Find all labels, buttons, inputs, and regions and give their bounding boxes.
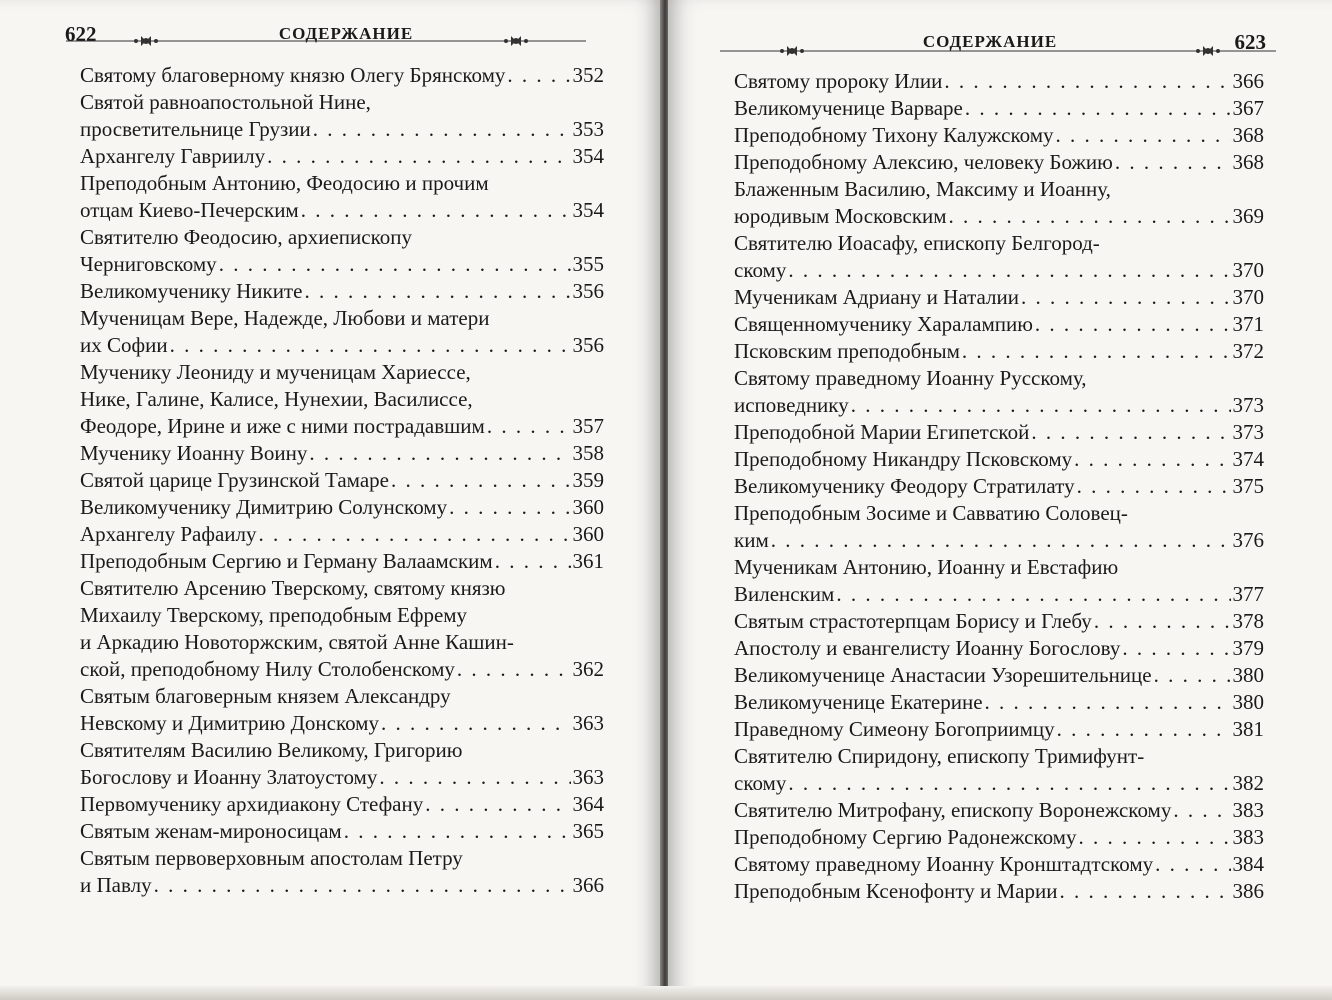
dot-leader [1173, 797, 1230, 824]
toc-entry-last-line [734, 446, 1264, 473]
ornament-rule-graphic [720, 44, 1276, 58]
toc-entry [734, 608, 1264, 635]
dot-leader [1122, 635, 1230, 662]
toc-entry-title-line: Святому пророку Илии [734, 69, 943, 93]
toc-entry-last-line [734, 95, 1264, 122]
toc-entry-page: 379 [1232, 636, 1264, 660]
toc-entry-title-line: Святителю Феодосию, архиепископу [80, 225, 412, 249]
toc-entry-page: 364 [572, 792, 604, 816]
toc-entry-page: 382 [1232, 771, 1264, 795]
toc-entry-title-line: Святым благоверным князем Александру [80, 684, 451, 708]
toc-entry-title-line: Богослову и Иоанну Златоустому [80, 765, 378, 789]
toc-entry-title-line: Праведному Симеону Богоприимцу [734, 717, 1055, 741]
toc-entry-page: 363 [572, 711, 604, 735]
toc-entry-title-line: скому [734, 258, 787, 282]
toc-entry [734, 662, 1264, 689]
toc-entry [734, 95, 1264, 122]
toc-entry-last-line [734, 635, 1264, 662]
toc-entry-title-line: их Софии [80, 333, 168, 357]
dot-leader [1155, 851, 1230, 878]
toc-entry-title-line: Апостолу и евангелисту Иоанну Богослову [734, 636, 1121, 660]
toc-entry-last-line [734, 122, 1264, 149]
toc-entry-page: 370 [1232, 285, 1264, 309]
toc-entry-title-line: Святой царице Грузинской Тамаре [80, 468, 389, 492]
toc-entry-page: 384 [1232, 852, 1264, 876]
toc-entry-page: 363 [572, 765, 604, 789]
toc-entry-title-line: Великомученице Варваре [734, 96, 963, 120]
dot-leader [425, 791, 570, 818]
toc-entry-title-line: Великомученику Димитрию Солунскому [80, 495, 448, 519]
toc-entry [80, 845, 604, 899]
toc-entry-page: 357 [572, 414, 604, 438]
toc-entry [734, 446, 1264, 473]
toc-entry [80, 575, 604, 683]
toc-entry-last-line [734, 716, 1264, 743]
toc-entry [734, 473, 1264, 500]
toc-entry-title-line: Виленским [734, 582, 835, 606]
toc-entry-title-line: Преподобной Марии Египетской [734, 420, 1030, 444]
dot-leader [1021, 284, 1231, 311]
dot-leader [154, 872, 571, 899]
dot-leader [1059, 878, 1230, 905]
toc-entry-last-line [734, 689, 1264, 716]
toc-entry-title-line: Святому благоверному князю Олегу Брянскому [80, 63, 506, 87]
dot-leader [258, 521, 570, 548]
right-page [668, 0, 1332, 1000]
toc-entry [80, 467, 604, 494]
toc-entry [734, 797, 1264, 824]
toc-entry [734, 824, 1264, 851]
toc-entry-last-line [80, 440, 604, 467]
toc-entry-title-line: Великомученице Анастасии Узорешительнице [734, 663, 1152, 687]
toc-entry-last-line [80, 197, 604, 224]
dot-leader [301, 197, 571, 224]
toc-entry [80, 359, 604, 440]
toc-entry-title-line: Священномученику Харалампию [734, 312, 1033, 336]
toc-entry-last-line [734, 68, 1264, 95]
toc-entry [80, 791, 604, 818]
dot-leader [1056, 122, 1231, 149]
toc-entry-title-line: и Павлу [80, 873, 152, 897]
toc-entry-title-line: Мученицам Вере, Надежде, Любови и матери [80, 306, 490, 330]
toc-entry [80, 89, 604, 143]
toc-entry-title-line: исповеднику [734, 393, 849, 417]
toc-entry-last-line [734, 770, 1264, 797]
toc-entry [80, 62, 604, 89]
dot-leader [313, 116, 571, 143]
dot-leader [507, 62, 570, 89]
toc-entry-page: 383 [1232, 798, 1264, 822]
dot-leader [449, 494, 570, 521]
toc-entry [80, 494, 604, 521]
toc-entry-last-line [734, 149, 1264, 176]
toc-entry-title-line: ской, преподобному Нилу Столобенскому [80, 657, 455, 681]
dot-leader [1077, 473, 1231, 500]
dot-leader [391, 467, 571, 494]
toc-entry-title-line: Святым женам-мироносицам [80, 819, 342, 843]
dot-leader [962, 338, 1231, 365]
toc-entry-title-line: Преподобным Антонию, Феодосию и прочим [80, 171, 489, 195]
dot-leader [379, 764, 570, 791]
toc-entry-page: 376 [1232, 528, 1264, 552]
toc-entry-title-line: Преподобным Зосиме и Савватию Соловец- [734, 501, 1128, 525]
toc-entry [734, 635, 1264, 662]
toc-entry-page: 370 [1232, 258, 1264, 282]
toc-entry [80, 548, 604, 575]
dot-leader [1154, 662, 1231, 689]
toc-entry-page: 380 [1232, 690, 1264, 714]
toc-entry [734, 554, 1264, 608]
toc-entry [80, 305, 604, 359]
toc-entry [734, 878, 1264, 905]
toc-entry-last-line [734, 338, 1264, 365]
toc-entry [80, 440, 604, 467]
toc-entry-last-line [734, 311, 1264, 338]
toc-list [80, 62, 604, 899]
toc-entry-last-line [80, 791, 604, 818]
toc-entry-title-line: Святителю Арсению Тверскому, святому князю [80, 576, 506, 600]
toc-entry-last-line [80, 116, 604, 143]
dot-leader [1074, 446, 1230, 473]
dot-leader [836, 581, 1230, 608]
toc-entry-last-line [80, 278, 604, 305]
toc-entry-page: 368 [1232, 150, 1264, 174]
toc-entry-title-line: отцам Киево-Печерским [80, 198, 299, 222]
toc-entry-title-line: Псковским преподобным [734, 339, 960, 363]
ornament-rule [720, 44, 1276, 58]
toc-entry [80, 737, 604, 791]
toc-entry-last-line [734, 851, 1264, 878]
toc-entry-last-line [734, 608, 1264, 635]
dot-leader [1094, 608, 1231, 635]
toc-entry-title-line: Архангелу Гавриилу [80, 144, 266, 168]
toc-entry-page: 368 [1232, 123, 1264, 147]
toc-entry-title-line: и Аркадию Новоторжским, святой Анне Кашин- [80, 630, 514, 654]
dot-leader [965, 95, 1231, 122]
toc-entry-page: 372 [1232, 339, 1264, 363]
toc-entry-title-line: Мученику Леониду и мученицам Хариессе, [80, 360, 471, 384]
toc-entry-title-line: Михаилу Тверскому, преподобным Ефрему [80, 603, 468, 627]
toc-entry-page: 371 [1232, 312, 1264, 336]
dot-leader [1078, 824, 1230, 851]
toc-entry-title-line: Святителю Спиридону, епископу Тримифунт- [734, 744, 1145, 768]
toc-entry-last-line [734, 257, 1264, 284]
toc-entry-last-line [734, 878, 1264, 905]
toc-entry-title-line: Феодоре, Ирине и иже с ними пострадавшим [80, 414, 485, 438]
dot-leader [1031, 419, 1230, 446]
toc-entry-last-line [80, 710, 604, 737]
toc-entry-page: 380 [1232, 663, 1264, 687]
toc-entry-title-line: Мученикам Адриану и Наталии [734, 285, 1019, 309]
toc-entry [734, 68, 1264, 95]
toc-entry-title-line: Преподобному Алексию, человеку Божию [734, 150, 1113, 174]
ornament-rule-graphic [66, 34, 586, 48]
toc-entry-title-line: Преподобным Сергию и Герману Валаамским [80, 549, 493, 573]
page-number: 623 [1234, 30, 1266, 54]
toc-entry-title-line: Мученикам Антонию, Иоанну и Евстафию [734, 555, 1119, 579]
toc-entry-page: 377 [1232, 582, 1264, 606]
toc-entry [734, 851, 1264, 878]
toc-entry-last-line [80, 251, 604, 278]
toc-entry-last-line [734, 527, 1264, 554]
toc-entry-page: 378 [1232, 609, 1264, 633]
left-page [0, 0, 662, 1000]
toc-entry-page: 373 [1232, 420, 1264, 444]
dot-leader [1035, 311, 1231, 338]
toc-entry-page: 355 [572, 252, 604, 276]
toc-entry-last-line [734, 473, 1264, 500]
toc-entry-page: 358 [572, 441, 604, 465]
toc-entry-title-line: Великомученику Феодору Стратилату [734, 474, 1075, 498]
toc-entry-title-line: Великомученице Екатерине [734, 690, 983, 714]
toc-entry-page: 361 [572, 549, 604, 573]
toc-entry [80, 521, 604, 548]
toc-entry [734, 122, 1264, 149]
toc-entry [734, 500, 1264, 554]
toc-entry-title-line: Святителю Иоасафу, епископу Белгород- [734, 231, 1100, 255]
toc-entry-title-line: Святым страстотерпцам Борису и Глебу [734, 609, 1092, 633]
dot-leader [309, 440, 570, 467]
toc-entry-last-line [80, 62, 604, 89]
toc-entry-title-line: Преподобному Тихону Калужскому [734, 123, 1054, 147]
toc-entry-title-line: скому [734, 771, 787, 795]
toc-entry-last-line [734, 581, 1264, 608]
dot-leader [949, 203, 1231, 230]
toc-entry-last-line [80, 764, 604, 791]
toc-entry-page: 354 [572, 198, 604, 222]
toc-entry-page: 367 [1232, 96, 1264, 120]
toc-entry-title-line: просветительнице Грузии [80, 117, 311, 141]
toc-entry-page: 374 [1232, 447, 1264, 471]
toc-entry-last-line [734, 203, 1264, 230]
toc-entry-last-line [734, 284, 1264, 311]
dot-leader [851, 392, 1231, 419]
dot-leader [304, 278, 570, 305]
toc-entry-title-line: Святым первоверховным апостолам Петру [80, 846, 463, 870]
toc-entry-page: 366 [572, 873, 604, 897]
toc-entry-title-line: Святой равноапостольной Нине, [80, 90, 371, 114]
toc-entry-page: 354 [572, 144, 604, 168]
toc-entry-page: 369 [1232, 204, 1264, 228]
toc-entry-page: 362 [572, 657, 604, 681]
toc-entry-title-line: Первомученику архидиакону Стефану [80, 792, 424, 816]
toc-entry [80, 278, 604, 305]
toc-entry-title-line: Преподобному Никандру Псковскому [734, 447, 1073, 471]
dot-leader [771, 527, 1231, 554]
toc-entry-page: 386 [1232, 879, 1264, 903]
toc-entry [734, 365, 1264, 419]
toc-entry-last-line [80, 143, 604, 170]
toc-entry-title-line: Преподобному Сергию Радонежскому [734, 825, 1077, 849]
toc-list [734, 68, 1264, 905]
toc-entry-page: 373 [1232, 393, 1264, 417]
toc-entry-title-line: Великомученику Никите [80, 279, 303, 303]
toc-entry-page: 359 [572, 468, 604, 492]
toc-entry-last-line [734, 419, 1264, 446]
toc-entry [734, 419, 1264, 446]
toc-entry-title-line: Святителям Василию Великому, Григорию [80, 738, 463, 762]
dot-leader [495, 548, 571, 575]
toc-entry-last-line [734, 392, 1264, 419]
toc-entry [734, 284, 1264, 311]
toc-entry-title-line: Святому праведному Иоанну Русскому, [734, 366, 1087, 390]
toc-entry-title-line: Блаженным Василию, Максиму и Иоанну, [734, 177, 1111, 201]
dot-leader [1115, 149, 1231, 176]
toc-entry [734, 338, 1264, 365]
toc-entry-page: 356 [572, 279, 604, 303]
toc-entry-title-line: ким [734, 528, 769, 552]
dot-leader [487, 413, 571, 440]
toc-entry [734, 176, 1264, 230]
toc-entry-page: 375 [1232, 474, 1264, 498]
toc-entry [734, 230, 1264, 284]
toc-entry-title-line: Мученику Иоанну Воину [80, 441, 308, 465]
page-edge [0, 986, 1332, 1000]
dot-leader [344, 818, 571, 845]
toc-entry-title-line: Невскому и Димитрию Донскому [80, 711, 379, 735]
dot-leader [219, 251, 571, 278]
toc-entry-last-line [80, 872, 604, 899]
dot-leader [944, 68, 1230, 95]
toc-entry-page: 356 [572, 333, 604, 357]
page-number: 622 [65, 22, 97, 46]
dot-leader [267, 143, 570, 170]
toc-entry-page: 353 [572, 117, 604, 141]
toc-entry [80, 143, 604, 170]
dot-leader [457, 656, 571, 683]
ornament-rule [66, 34, 586, 48]
dot-leader [788, 770, 1230, 797]
toc-entry [734, 743, 1264, 797]
toc-entry-title-line: Нике, Галине, Калисе, Нунехии, Василиссе, [80, 387, 473, 411]
toc-entry [734, 149, 1264, 176]
dot-leader [381, 710, 571, 737]
toc-entry [734, 689, 1264, 716]
toc-entry-title-line: юродивым Московским [734, 204, 947, 228]
toc-entry-title-line: Черниговскому [80, 252, 217, 276]
toc-entry-page: 365 [572, 819, 604, 843]
dot-leader [170, 332, 571, 359]
toc-entry-page: 381 [1232, 717, 1264, 741]
toc-entry-last-line [80, 548, 604, 575]
toc-entry-page: 366 [1232, 69, 1264, 93]
dot-leader [788, 257, 1230, 284]
toc-entry-title-line: Святому праведному Иоанну Кронштадтскому [734, 852, 1154, 876]
dot-leader [985, 689, 1231, 716]
toc-entry [734, 716, 1264, 743]
toc-entry-title-line: Архангелу Рафаилу [80, 522, 257, 546]
toc-entry [80, 683, 604, 737]
dot-leader [1057, 716, 1231, 743]
toc-entry-last-line [80, 413, 604, 440]
toc-entry-last-line [80, 818, 604, 845]
toc-entry-page: 352 [572, 63, 604, 87]
toc-entry [734, 311, 1264, 338]
toc-entry-title-line: Преподобным Ксенофонту и Марии [734, 879, 1058, 903]
toc-entry-last-line [80, 467, 604, 494]
toc-entry-last-line [80, 332, 604, 359]
toc-entry-page: 360 [572, 522, 604, 546]
toc-entry [80, 818, 604, 845]
toc-entry-page: 383 [1232, 825, 1264, 849]
toc-entry [80, 224, 604, 278]
toc-entry-page: 360 [572, 495, 604, 519]
toc-entry-last-line [734, 824, 1264, 851]
toc-entry-last-line [80, 656, 604, 683]
toc-entry-last-line [734, 797, 1264, 824]
toc-entry-last-line [80, 494, 604, 521]
running-title: СОДЕРЖАНИЕ [278, 24, 414, 43]
toc-entry-title-line: Святителю Митрофану, епископу Воронежскому [734, 798, 1172, 822]
toc-entry-last-line [80, 521, 604, 548]
toc-entry [80, 170, 604, 224]
toc-entry-last-line [734, 662, 1264, 689]
running-title: СОДЕРЖАНИЕ [922, 32, 1058, 51]
